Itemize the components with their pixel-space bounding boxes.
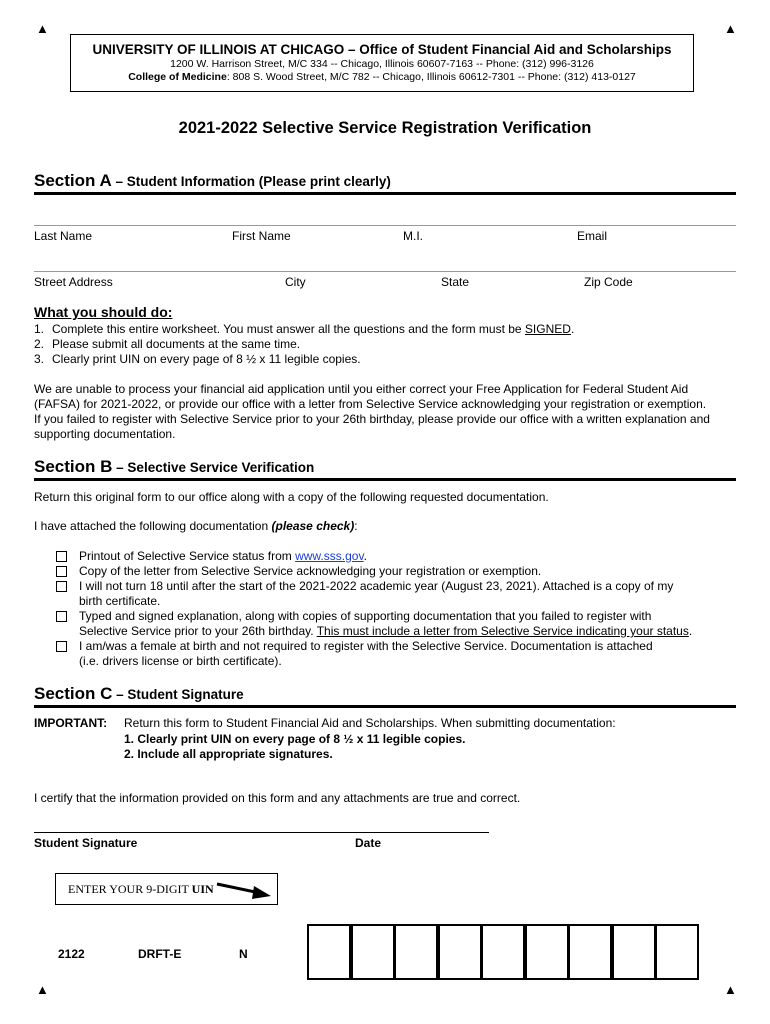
college-of-medicine-label: College of Medicine xyxy=(128,71,227,83)
section-c-letter: Section C xyxy=(34,684,113,703)
option-under-18-line-2: birth certificate. xyxy=(79,594,161,608)
checkbox-sss-printout[interactable] xyxy=(56,551,67,562)
section-b-letter: Section B xyxy=(34,457,113,476)
uin-instruction xyxy=(68,882,214,897)
header-box xyxy=(70,34,694,92)
fafsa-paragraph xyxy=(34,382,710,442)
section-c-subtitle: – Student Signature xyxy=(116,687,244,702)
instruction-2-num: 2. xyxy=(34,337,45,351)
zip-code-label: Zip Code xyxy=(584,275,633,289)
important-label: IMPORTANT: xyxy=(34,716,108,730)
uin-digit-box[interactable] xyxy=(438,924,482,980)
uin-instruction-text: ENTER YOUR 9-DIGIT xyxy=(68,882,192,896)
street-address-label: Street Address xyxy=(34,275,113,289)
header-title: UNIVERSITY OF ILLINOIS AT CHICAGO – Office of Student Financial Aid and Scholarships xyxy=(92,42,672,57)
signed-emphasis: SIGNED xyxy=(524,322,571,336)
city-label: City xyxy=(285,275,306,289)
uin-digit-box[interactable] xyxy=(525,924,569,980)
corner-marker-top-right: ▲ xyxy=(724,21,737,36)
option-female-at-birth-line-1: I am/was a female at birth and not required to register with the Selective Service. Documentation is attached xyxy=(79,639,653,653)
please-check-emphasis: (please check) xyxy=(271,519,355,533)
uin-digit-box[interactable] xyxy=(307,924,351,980)
option-written-explanation-line-2 xyxy=(79,624,692,639)
arrow-right-icon xyxy=(216,880,272,900)
checkbox-written-explanation[interactable] xyxy=(56,611,67,622)
section-a-rule xyxy=(34,192,736,195)
uin-digit-box[interactable] xyxy=(655,924,699,980)
option-female-at-birth-line-2: (i.e. drivers license or birth certificate). xyxy=(79,654,282,668)
state-label: State xyxy=(441,275,470,289)
fafsa-paragraph-line: supporting documentation. xyxy=(34,427,176,441)
address-fill-line[interactable] xyxy=(34,271,736,272)
section-c-rule xyxy=(34,705,736,708)
uin-digit-box[interactable] xyxy=(351,924,395,980)
option-female-at-birth xyxy=(79,639,653,669)
form-code-type: DRFT-E xyxy=(138,947,182,961)
instruction-3-text: Clearly print UIN on every page of 8 ½ x 11 legible copies. xyxy=(52,352,361,366)
corner-marker-bottom-right: ▲ xyxy=(724,982,737,997)
checkbox-female-at-birth[interactable] xyxy=(56,641,67,652)
checkbox-sss-letter[interactable] xyxy=(56,566,67,577)
section-b-subtitle: – Selective Service Verification xyxy=(116,460,315,475)
corner-marker-top-left: ▲ xyxy=(36,21,49,36)
attached-prefix: I have attached the following documentation xyxy=(34,519,272,533)
last-name-label: Last Name xyxy=(34,229,93,243)
important-item-1: 1. Clearly print UIN on every page of 8 ½ x 11 legible copies. xyxy=(124,732,466,746)
important-item-2: 2. Include all appropriate signatures. xyxy=(124,747,333,761)
instruction-1-num: 1. xyxy=(34,322,45,336)
mi-label: M.I. xyxy=(403,229,423,243)
section-b-heading xyxy=(34,457,314,477)
section-a-heading xyxy=(34,171,391,191)
option-sss-letter: Copy of the letter from Selective Service acknowledging your registration or exemption. xyxy=(79,564,542,578)
signature-line[interactable] xyxy=(34,832,489,833)
uin-digit-box[interactable] xyxy=(481,924,525,980)
student-signature-label: Student Signature xyxy=(34,836,138,850)
instruction-1 xyxy=(34,322,575,337)
uin-instruction-box xyxy=(55,873,278,905)
option-written-explanation-line-1: Typed and signed explanation, along with copies of supporting documentation that you failed to register with xyxy=(79,609,652,623)
option-sss-printout xyxy=(79,549,367,564)
option-written-explanation-text: Selective Service prior to your 26th birthday. xyxy=(79,624,317,638)
instruction-3 xyxy=(34,352,361,367)
attached-documentation-line xyxy=(34,519,358,534)
section-b-intro: Return this original form to our office along with a copy of the following requested documentation. xyxy=(34,490,549,504)
corner-marker-bottom-left: ▲ xyxy=(36,982,49,997)
option-under-18 xyxy=(79,579,673,609)
document-title: 2021-2022 Selective Service Registration Verification xyxy=(178,119,592,137)
section-a-letter: Section A xyxy=(34,171,112,190)
instruction-1-end: . xyxy=(570,322,575,336)
instruction-1-text: Complete this entire worksheet. You must answer all the questions and the form must be xyxy=(52,322,525,336)
uin-label: UIN xyxy=(191,882,214,896)
instruction-2-text: Please submit all documents at the same time. xyxy=(52,337,301,351)
fafsa-paragraph-line: We are unable to process your financial aid application until you either correct your Free Application for Federal Student Aid xyxy=(34,382,689,396)
fafsa-paragraph-line: If you failed to register with Selective Service prior to your 26th birthday, please provide our office with a written explanation and xyxy=(34,412,710,426)
form-code-year: 2122 xyxy=(58,947,85,961)
uin-digit-box[interactable] xyxy=(612,924,656,980)
option-written-explanation xyxy=(79,609,692,639)
option-written-explanation-end: . xyxy=(688,624,693,638)
certify-statement: I certify that the information provided on this form and any attachments are true and correct. xyxy=(34,791,521,805)
uin-digit-box[interactable] xyxy=(394,924,438,980)
first-name-label: First Name xyxy=(232,229,291,243)
instruction-3-num: 3. xyxy=(34,352,45,366)
email-label: Email xyxy=(577,229,608,243)
important-text: Return this form to Student Financial Aid and Scholarships. When submitting documentation: xyxy=(124,716,616,730)
sss-letter-requirement: This must include a letter from Selective Service indicating your status xyxy=(316,624,689,638)
option-sss-printout-text: Printout of Selective Service status from xyxy=(79,549,296,563)
checkbox-under-18[interactable] xyxy=(56,581,67,592)
what-to-do-heading: What you should do: xyxy=(34,304,173,320)
college-of-medicine-address: : 808 S. Wood Street, M/C 782 -- Chicago, Illinois 60612-7301 -- Phone: (312) 413-0127 xyxy=(226,71,636,83)
instruction-2 xyxy=(34,337,301,352)
uin-digit-box[interactable] xyxy=(568,924,612,980)
option-sss-printout-end: . xyxy=(363,549,367,563)
section-a-subtitle: – Student Information (Please print clearly) xyxy=(115,174,391,189)
section-b-rule xyxy=(34,478,736,481)
section-c-heading xyxy=(34,684,244,704)
fafsa-paragraph-line: (FAFSA) for 2021-2022, or provide our office with a letter from Selective Service acknowledging your registration or exemption. xyxy=(34,397,707,411)
attached-suffix: : xyxy=(354,519,358,533)
header-college-of-medicine xyxy=(71,71,693,83)
name-fill-line[interactable] xyxy=(34,225,736,226)
header-address: 1200 W. Harrison Street, M/C 334 -- Chicago, Illinois 60607-7163 -- Phone: (312) 996-3126 xyxy=(170,58,594,70)
option-under-18-line-1: I will not turn 18 until after the start of the 2021-2022 academic year (August 23, 2021). Attached is a copy of my xyxy=(79,579,674,593)
sss-gov-link[interactable]: www.sss.gov xyxy=(295,549,364,563)
form-code-flag: N xyxy=(239,947,248,961)
date-label: Date xyxy=(355,836,382,850)
